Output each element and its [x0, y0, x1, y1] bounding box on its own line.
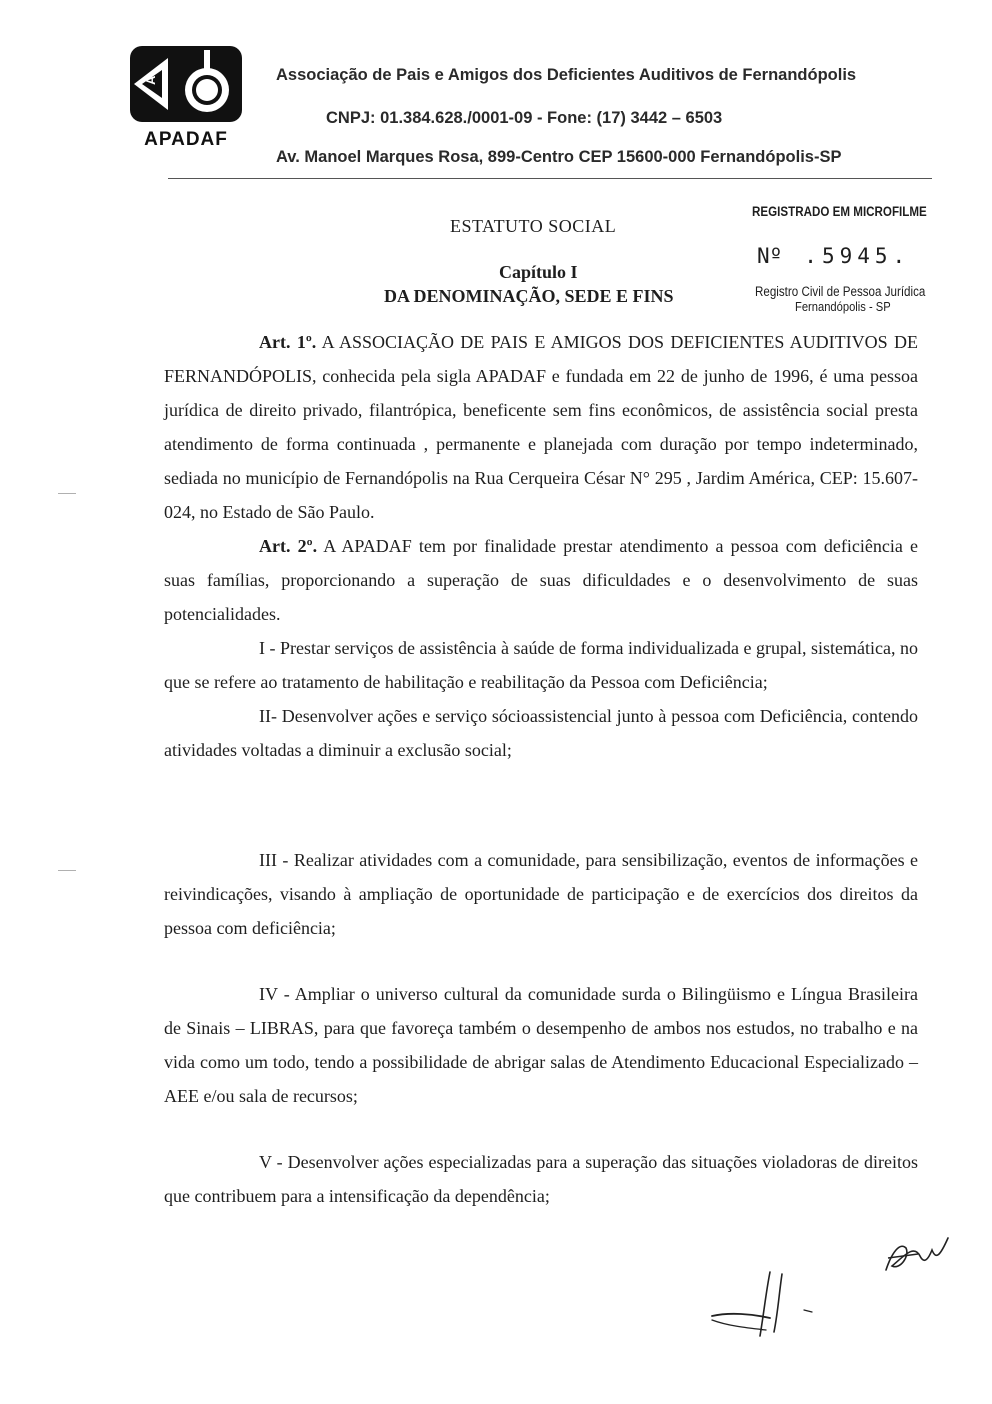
- apadaf-logo: [128, 44, 244, 150]
- stamp-number-prefix: Nº: [757, 244, 783, 268]
- article-1-text: A ASSOCIAÇÃO DE PAIS E AMIGOS DOS DEFICIENTES AUDITIVOS DE FERNANDÓPOLIS, conhecida pela sigla APADAF e fundada em 22 de junho de 1996, é uma pessoa jurídica de direito privado, filantrópica, beneficente sem fins econômicos, de assistência social presta atendimento de forma continuada , permanente e planejada com duração por tempo indeterminado, sediada no município de Fernandópolis na Rua Cerqueira César N° 295 , Jardim América, CEP: 15.607-024, no Estado de São Paulo.: [164, 332, 918, 522]
- item-v: V - Desenvolver ações especializadas para a superação das situações violadoras de direitos que contribuem para a intensificação da dependência;: [164, 1152, 918, 1206]
- org-name: Associação de Pais e Amigos dos Deficientes Auditivos de Fernandópolis: [276, 66, 857, 84]
- logo-text: APADAF: [144, 129, 228, 150]
- article-2-label: Art. 2º.: [259, 536, 318, 556]
- letterhead-divider: [168, 178, 932, 179]
- item-iv: IV - Ampliar o universo cultural da comunidade surda o Bilingüismo e Língua Brasileira de Sinais – LIBRAS, para que favoreça também o desempenho de ambos nos estudos, no trabalho e na vida como um todo, tendo a possibilidade de abrigar salas de Atendimento Educacional Especializado – AEE e/ou sala de recursos;: [164, 984, 918, 1106]
- stamp-number-line: [757, 244, 910, 268]
- stamp-number: .5945.: [804, 244, 911, 268]
- margin-mark: [58, 870, 76, 871]
- article-1-block: [164, 325, 918, 767]
- address: Av. Manoel Marques Rosa, 899-Centro CEP 15600-000 Fernandópolis-SP: [276, 148, 842, 166]
- cnpj-phone: CNPJ: 01.384.628./0001-09 - Fone: (17) 3442 – 6503: [326, 109, 723, 127]
- item-i: I - Prestar serviços de assistência à saúde de forma individualizada e grupal, sistemática, no que se refere ao tratamento de habilitação e reabilitação da Pessoa com Deficiência;: [164, 638, 918, 692]
- chapter-title: DA DENOMINAÇÃO, SEDE E FINS: [384, 286, 674, 306]
- article-2: [164, 529, 918, 631]
- chapter-heading: Capítulo I: [499, 262, 578, 282]
- items-block-2: [164, 843, 918, 1213]
- svg-text:A: A: [143, 75, 158, 85]
- stamp-registry-line2: Fernandópolis - SP: [795, 299, 891, 314]
- margin-mark: [58, 493, 76, 494]
- document-title: ESTATUTO SOCIAL: [450, 216, 617, 236]
- item-iii: III - Realizar atividades com a comunidade, para sensibilização, eventos de informações e reivindicações, visando à ampliação de oportunidade de participação e de exercícios dos direitos da pessoa com deficiência;: [164, 850, 918, 938]
- handwritten-signature: [708, 1266, 820, 1344]
- item-ii: II- Desenvolver ações e serviço sócioassistencial junto à pessoa com Deficiência, contendo atividades voltadas a diminuir a exclusão social;: [164, 706, 918, 760]
- stamp-heading: REGISTRADO EM MICROFILME: [752, 204, 927, 219]
- initials-signature: [878, 1226, 958, 1282]
- stamp-registry-line1: Registro Civil de Pessoa Jurídica: [755, 284, 926, 299]
- article-2-text: A APADAF tem por finalidade prestar atendimento a pessoa com deficiência e suas famílias, proporcionando a superação de suas dificuldades e o desenvolvimento de suas potencialidades.: [164, 536, 918, 624]
- article-1: [164, 325, 918, 529]
- article-1-label: Art. 1º.: [259, 332, 317, 352]
